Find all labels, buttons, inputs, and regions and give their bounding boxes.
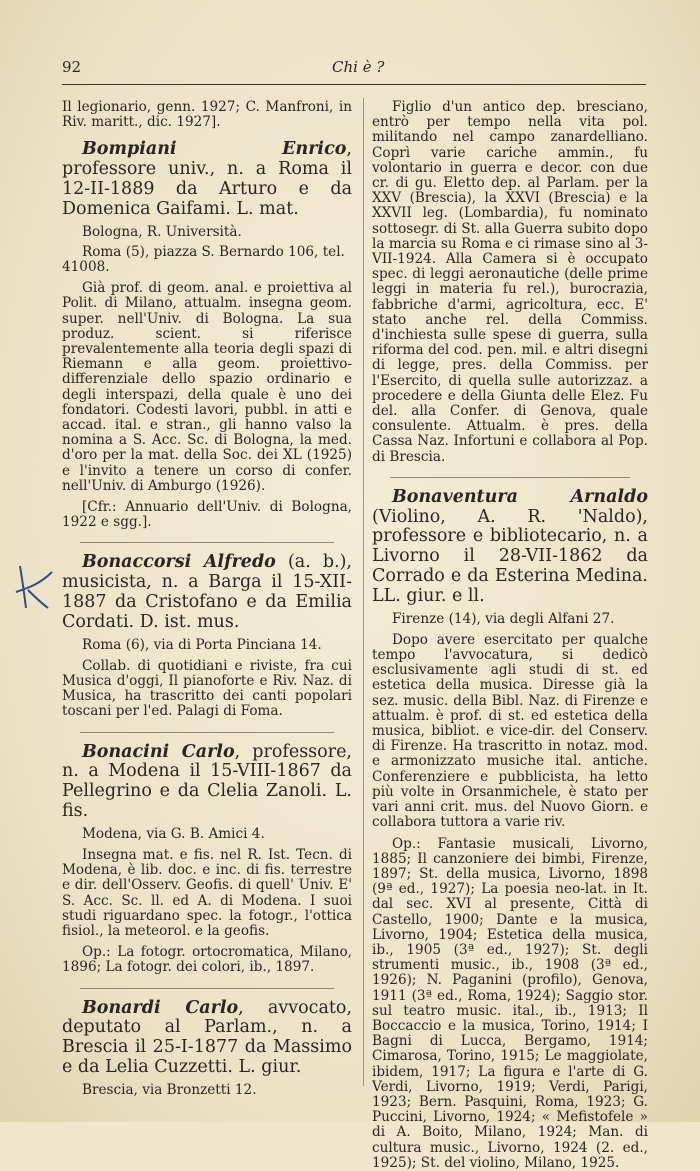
entry-heading: Bompiani Enrico, professore univ., n. a Roma il 12-II-1889 da Arturo e da Domenica Gaifami. L. mat. [62,139,352,219]
entry-bonacini [62,743,352,976]
entry-address: Bologna, R. Università. [82,223,242,240]
entry-body: Collab. di quotidiani e riviste, fra cui Musica d'oggi, Il pianoforte e Riv. Naz. di Musica, ha trascritto dei canti popolari toscani per l'ed. Palagi di Foma. [62,657,352,720]
entry-address: Roma (6), via di Porta Pinciana 14. [82,636,322,653]
entry-bonardi [62,999,352,1098]
column-divider [363,98,364,1086]
entry-body: Dopo avere esercitato per qualche tempo l'avvocatura, si dedicò esclusivamente agli studi di st. ed estetica della musica. Diresse già la sez. music. della Bibl. Naz. di Firenze e attualm. è prof. di st. ed estetica della musica, bibliot. e vice-dir. del Conserv. di Firenze. Ha trascritto in notaz. mod. e armonizzato musiche ital. antiche. Conferenziere e pubblicista, ha letto più volte in Orsanmichele, è stato per vari anni crit. mus. del Nuovo Giorn. e collabora tuttora a varie riv. [372,631,648,831]
entry-bompiani [62,140,352,530]
entry-name: Bonardi Carlo [82,997,239,1018]
entry-heading: Bonacini Carlo, professore, n. a Modena il 15-VIII-1867 da Pellegrino e da Clelia Zanoli. L. fis. [62,741,352,822]
page-header [62,58,644,80]
entry-heading: Bonardi Carlo, avvocato, deputato al Parlam., n. a Brescia il 25-I-1877 da Massimo e da Lelia Cuzzetti. L. giur. [62,997,352,1078]
entry-address: Brescia, via Bronzetti 12. [82,1081,257,1098]
entry-address: Modena, via G. B. Amici 4. [82,825,265,842]
entry-body: Già prof. di geom. anal. e proiettiva al Polit. di Milano, attualm. insegna geom. super. nell'Univ. di Bologna. La sua produz. scient. si riferisce prevalentemente alla teoria degli spazi di Riemann e alla geom. proiettivo-differenziale dello spazio ordinario e degli interspazi, della quale è uno dei fondatori. Codesti lavori, pubbl. in atti e accad. ital. e stran., gli hanno valso la nomina a S. Acc. Sc. di Bologna, la med. d'oro per la mat. della Soc. dei XL (1925) e l'invito a tenere un corso di confer. nell'Univ. di Amburgo (1926). [62,280,352,494]
entry-name: Bonacini Carlo [82,741,235,762]
entry-separator [80,988,334,989]
handwritten-mark [14,562,54,612]
entry-works: Op.: Fantasie musicali, Livorno, 1885; Il canzoniere dei bimbi, Firenze, 1897; St. della musica, Livorno, 1898 (9ª ed., 1927); La poesia neo-lat. in It. dal sec. XVI al presente, Città di Castello, 1900; Dante e la musica, Livorno, 1904; Estetica della musica, ib., 1905 (3ª ed., 1927); St. degli strumenti music., ib., 1908 (3ª ed., 1926); N. Paganini (profilo), Genova, 1911 (3ª ed., Roma, 1924); Saggio stor. sul teatro music. ital., ib., 1913; Il Boccaccio e la musica, Torino, 1914; I Bagni di Lucca, Bergamo, 1914; Cimarosa, Torino, 1915; Le maggiolate, ibidem, 1917; La figura e l'arte di G. Verdi, Livorno, 1919; Verdi, Parigi, 1923; Bern. Pasquini, Roma, 1923; G. Puccini, Livorno, 1924; « Mefistofele » di A. Boito, Milano, 1924; Man. di cultura music., Livorno, 1924 (2. ed., 1925); St. del violino, Milano, 1925. [372,835,648,1171]
running-title: Chi è ? [332,58,385,76]
entry-separator [390,477,630,478]
entry-name: Bompiani Enrico [82,139,347,160]
entry-bonaccorsi [62,553,352,719]
entry-works: Op.: La fotogr. ortocromatica, Milano, 1896; La fotogr. dei colori, ib., 1897. [62,944,352,976]
right-column [372,100,648,1171]
entry-address: Roma (5), piazza S. Bernardo 106, tel. 41008. [62,243,345,275]
entry-heading: Bonaventura Arnaldo (Violino, A. R. 'Naldo), professore e bibliotecario, n. a Livorno il 28-VII-1862 da Corrado e da Esterina Medina. LL. giur. e ll. [372,486,648,606]
continuation-text: Il legionario, genn. 1927; C. Manfroni, in Riv. maritt., dic. 1927]. [62,100,352,131]
entry-bonaventura [372,488,648,1171]
page-number: 92 [62,58,82,76]
continuation-text: Figlio d'un antico dep. bresciano, entrò per tempo nella vita pol. militando nel campo zanardelliano. Coprì varie cariche ammin., fu volontario in guerra e decor. con due cr. di gu. Eletto dep. al Parlam. per la XXV (Brescia), la XXVI (Brescia) e la XXVII leg. (Lombardia), fu nominato sottosegr. di St. alla Guerra subito dopo la marcia su Roma e ci rimase sino al 3-VII-1924. Alla Camera si è occupato spec. di leggi aeronautiche (delle prime leggi in materia fu rel.), burocrazia, fabbriche d'armi, agricoltura, ecc. E' stato anche rel. della Commiss. d'inchiesta sulle spese di guerra, sulla riforma del cod. pen. mil. e altri disegni di legge, pres. della Commiss. per l'Esercito, di quella sulle autorizzaz. a procedere e della Giunta delle Elez. Fu del. alla Confer. di Genova, quale consulente. Attualm. è pres. della Cassa Naz. Infortuni e collabora al Pop. di Brescia. [372,100,648,465]
entry-name: Bonaccorsi Alfredo [82,552,276,573]
entry-address: Firenze (14), via degli Alfani 27. [392,610,615,627]
header-rule [62,84,646,85]
entry-separator [80,732,334,733]
entry-separator [80,542,334,543]
entry-body: Insegna mat. e fis. nel R. Ist. Tecn. di Modena, è lib. doc. e inc. di fis. terrestre e dir. dell'Osserv. Geofis. di quell' Univ. E' S. Acc. Sc. ll. ed A. di Modena. I suoi studi riguardano spec. la fotogr., l'ottica fisiol., la meteorol. e la geofis. [62,847,352,940]
entry-name: Bonaventura Arnaldo [392,486,648,507]
entry-heading: Bonaccorsi Alfredo (a. b.), musicista, n. a Barga il 15-XII-1887 da Cristofano e da Emilia Cordati. D. ist. mus. [62,552,352,632]
left-column [62,100,352,1098]
entry-reference: [Cfr.: Annuario dell'Univ. di Bologna, 1922 e sgg.]. [62,499,352,531]
